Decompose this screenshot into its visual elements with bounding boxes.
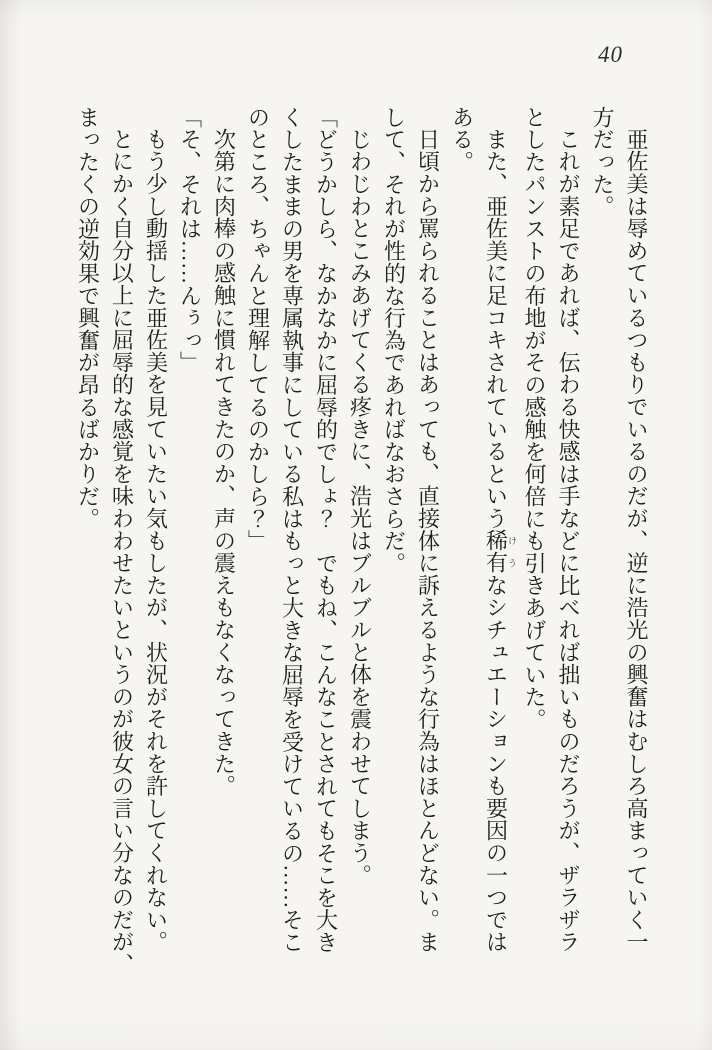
page-number: 40 bbox=[598, 42, 623, 67]
text-line: もう少し動揺した亜佐美を見ていたい気もしたが、状況がそれを許してくれない。 bbox=[143, 128, 169, 954]
text-line: また、亜佐美に足コキされているという稀有けうなシチュエーションも要因の一つでは bbox=[483, 128, 517, 954]
text-line: じわじわとこみあげてくる疼きに、浩光はブルブルと体を震わせてしまう。 bbox=[347, 128, 373, 887]
page-text bbox=[71, 0, 712, 1050]
text-line: 「どうかしら、なかなかに屈辱的でしょ？ でもね、こんなことされてもそこを大き bbox=[313, 106, 339, 954]
text-line: とにかく自分以上に屈辱的な感覚を味わわせたいというのが彼女の言い分なのだが、 bbox=[109, 128, 135, 976]
text-line: まったくの逆効果で興奮が昂るばかりだ。 bbox=[75, 106, 101, 530]
ruby-annotated-word: 稀有けう bbox=[483, 529, 517, 575]
text-line: して、それが性的な行為であればなおさらだ。 bbox=[381, 106, 407, 575]
text-line: 「そ、それは……んぅっ」 bbox=[177, 106, 203, 374]
text-line: としたパンストの布地がその感触を何倍にも引きあげていた。 bbox=[522, 106, 547, 731]
text-line: のところ、ちゃんと理解してるのかしら？」 bbox=[245, 106, 271, 552]
text-line: これが素足であれば、伝わる快感は手などに比べれば拙いものだろうが、ザラザラ bbox=[556, 128, 581, 954]
text-line: ある。 bbox=[449, 106, 475, 173]
text-line: 次第に肉棒の感触に慣れてきたのか、声の震えもなくなってきた。 bbox=[211, 128, 237, 797]
text-line: 日頃から罵られることはあっても、直接体に訴えるような行為はほとんどない。ま bbox=[415, 128, 441, 954]
text-line: くしたままの男を専属執事にしている私はもっと大きな屈辱を受けているの……そこ bbox=[279, 106, 305, 954]
text-line: 亜佐美は辱めているつもりでいるのだが、逆に浩光の興奮はむしろ高まっていく一 bbox=[624, 128, 649, 954]
text-line: 方だった。 bbox=[590, 106, 615, 218]
